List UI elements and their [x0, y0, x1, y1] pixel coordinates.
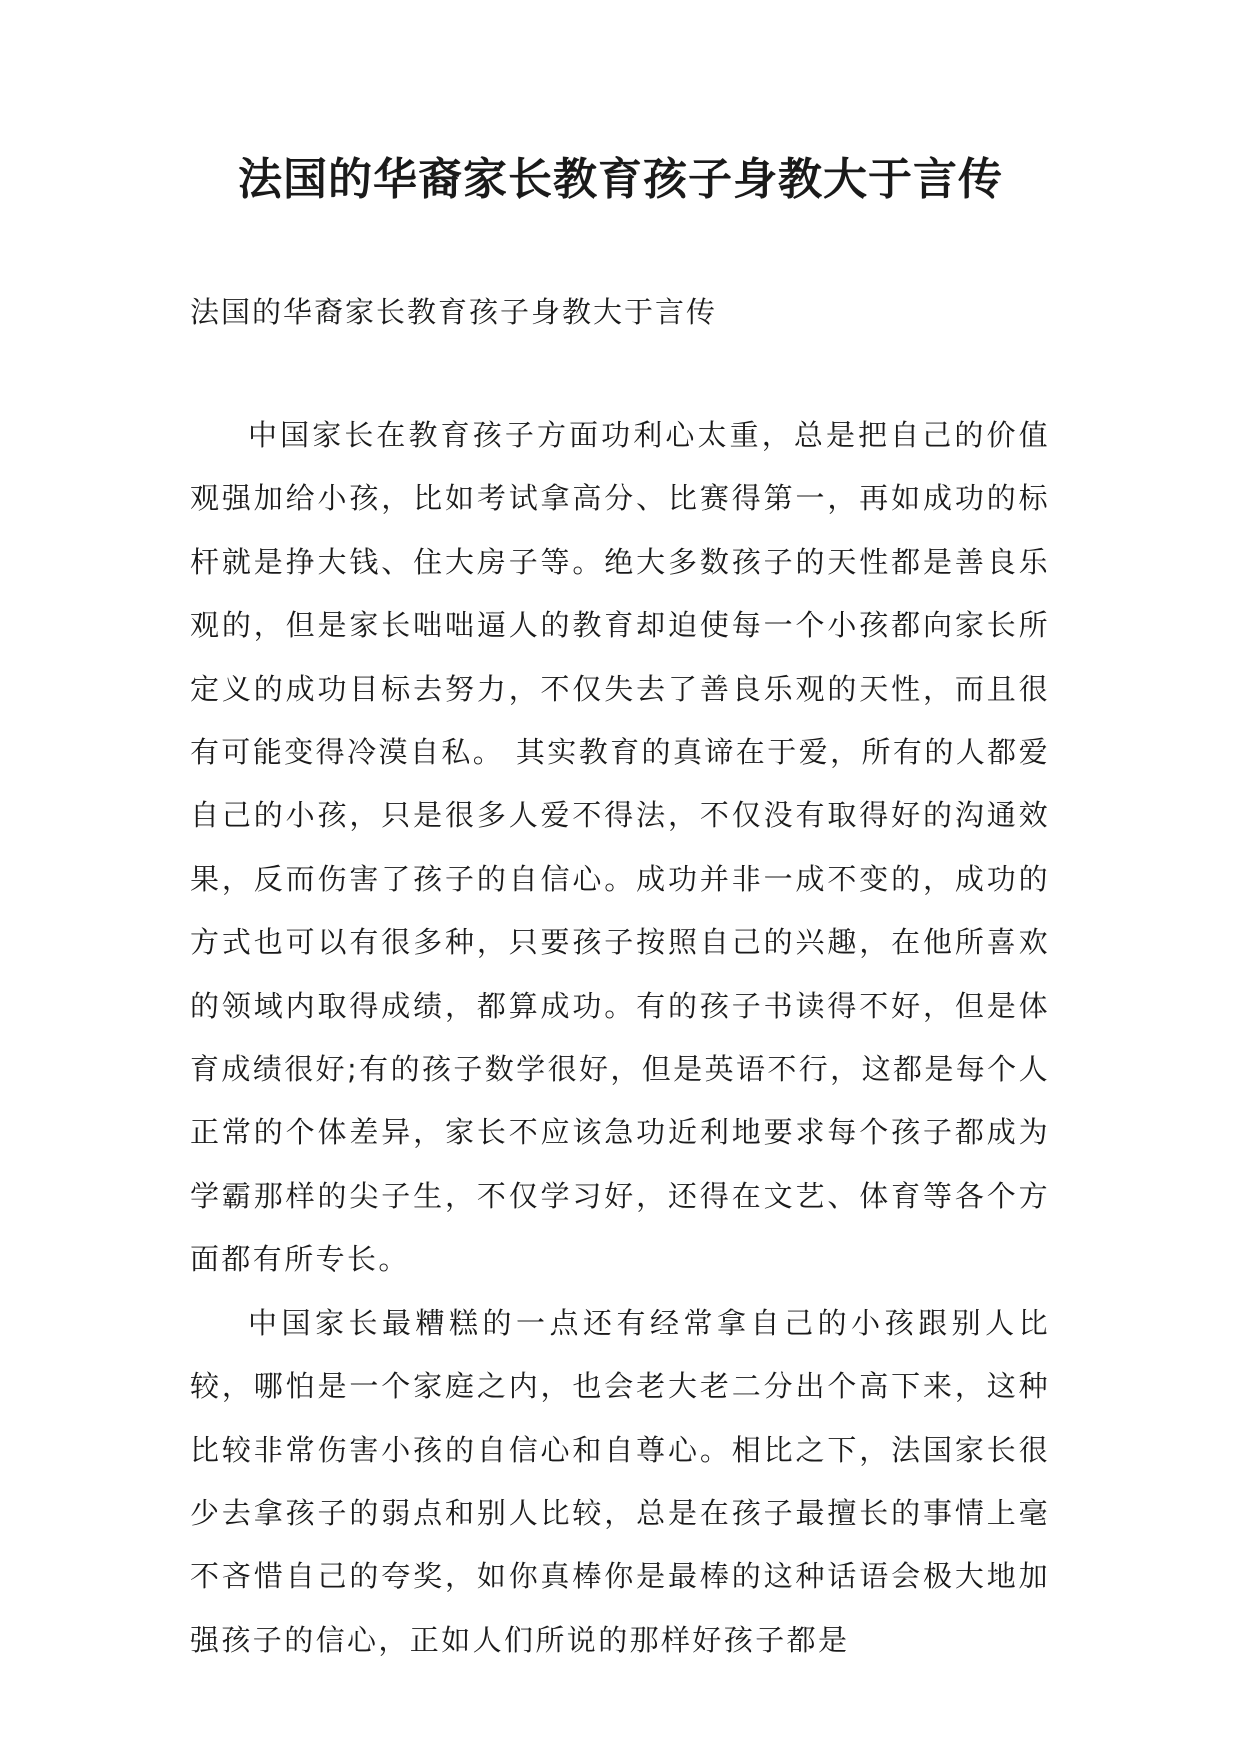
document-title: 法国的华裔家长教育孩子身教大于言传 — [238, 154, 1003, 205]
document-subtitle: 法国的华裔家长教育孩子身教大于言传 — [190, 295, 718, 329]
body-paragraph: 中国家长最糟糕的一点还有经常拿自己的小孩跟别人比较，哪怕是一个家庭之内，也会老大老二分出个高下来，这种比较非常伤害小孩的自信心和自尊心。相比之下，法国家长很少去拿孩子的弱点和别人比较，总是在孩子最擅长的事情上毫不吝惜自己的夸奖，如你真棒你是最棒的这种话语会极大地加强孩子的信心，正如人们所说的那样好孩子都是 — [190, 1305, 1050, 1657]
body-paragraph: 中国家长在教育孩子方面功利心太重，总是把自己的价值观强加给小孩，比如考试拿高分、比赛得第一，再如成功的标杆就是挣大钱、住大房子等。绝大多数孩子的天性都是善良乐观的，但是家长咄咄逼人的教育却迫使每一个小孩都向家长所定义的成功目标去努力，不仅失去了善良乐观的天性，而且很有可能变得冷漠自私。 其实教育的真谛在于爱，所有的人都爱自己的小孩，只是很多人爱不得法，不仅没有取得好的沟通效果，反而伤害了孩子的自信心。成功并非一成不变的，成功的方式也可以有很多种，只要孩子按照自己的兴趣，在他所喜欢的领域内取得成绩，都算成功。有的孩子书读得不好，但是体育成绩很好;有的孩子数学很好，但是英语不行，这都是每个人正常的个体差异，家长不应该急功近利地要求每个孩子都成为学霸那样的尖子生，不仅学习好，还得在文艺、体育等各个方面都有所专长。 — [190, 418, 1050, 1277]
document-body — [190, 404, 1050, 1672]
